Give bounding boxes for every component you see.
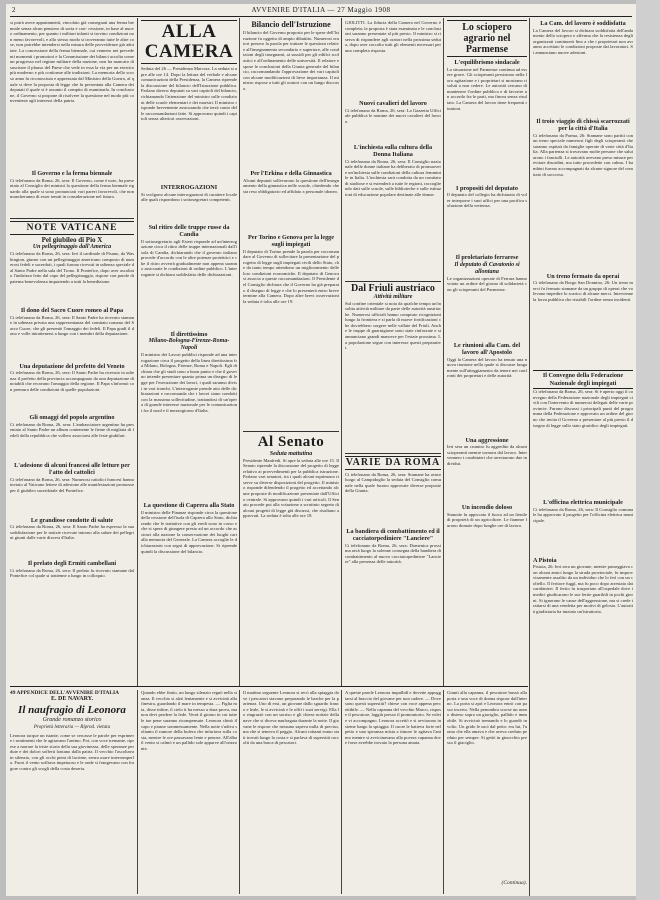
headline-treno-fermato: Un treno fermato da operai	[546, 272, 620, 280]
subhead-friuli: Attività militare	[373, 293, 413, 300]
headline-giubileo: Pel giubileo di Pio X	[41, 235, 103, 244]
headline-deputazione: Una deputazione del prefetto del Veneto	[19, 362, 125, 370]
column-rule	[341, 18, 342, 686]
top-rule	[10, 16, 632, 17]
feuilleton-column-1	[10, 690, 134, 894]
feuilleton-number: 49 APPENDICE DELL'AVVENIRE D'ITALIA	[10, 690, 119, 696]
headline-sciopero: Lo sciopero agrario nel Parmense	[447, 20, 527, 57]
article-text: Ci telefonano da Roma, 26, sera: Il Santo Padre ha ricevuto in udienza il prefetto della provincia accompagnato da una deputazione di notabili che recavano l'omaggio della regione. Il Papa s'informò con premura delle condizioni di quelle popolazioni.	[10, 370, 134, 392]
headline-governo: Il Governo e la ferma biennale	[31, 170, 113, 177]
article-text: Ci telefonano da Roma, 26, sera: Il prelato fu ricevuto stamane dal Pontefice col quale si trattenne a lungo in colloquio.	[10, 567, 134, 579]
column-2	[141, 20, 237, 684]
running-head-title: AVVENIRE D'ITALIA — 27 Maggio 1908	[251, 6, 391, 14]
article-text: La situazione nel Parmense continua ad essere grave. Gli scioperanti persistono nella loro agitazione e i proprietari si mostrano risoluti a non cedere. Le autorità cercano di mantenere l'ordine pubblico e di favorire un accordo fra le parti, ma finora senza risultato. La Camera del lavoro tiene frequenti riunioni.	[447, 66, 527, 111]
subhead-direttissima: Milano-Bologna-Firenze-Roma-Napoli	[148, 338, 230, 351]
article-text: GIOLITTI. La fiducia della Camera nel Governo è completa; la proposta è stata esaminata e le conclusioni saranno presentate al più presto. Il ministro si riserva di rispondere agli oratori nella prossima seduta, dopo aver raccolto tutti gli elementi necessari per una completa risposta.	[345, 20, 441, 53]
headline-alla-camera: ALLA CAMERA	[141, 20, 237, 64]
feuilleton-column-4	[345, 690, 441, 894]
article-text: Ci telefonano da Roma, 26, sera: La Gazzetta Ufficiale pubblica le nomine dei nuovi cavalieri del lavoro.	[345, 107, 441, 124]
headline-convegno: Il Convegno della Federazione Nazionale degli impiegati	[533, 370, 633, 389]
headline-varie-roma: VARIE DA ROMA	[345, 456, 441, 468]
column-rule	[341, 690, 342, 894]
article-text: Presidente Manfredi. Si apre la seduta alle ore 15. Il Senato riprende la discussione del progetto di legge relativo ai provvedimenti per la pubblica istruzione. Parlano vari senatori, tra i quali alcuni esprimono riserve su diverse disposizioni del progetto. Il ministro risponde difendendo il progetto ed accettando alcune proposte di modificazione presentate dall'Ufficio centrale. Si approvano quindi i vari articoli. Il Senato procede poi alla votazione a scrutinio segreto di alcuni progetti di legge già discussi, che risultano approvati. La seduta è tolta alle ore 18.	[243, 457, 339, 519]
feuilleton-credit: Proprietà letteraria — Riprod. vietata	[33, 724, 111, 730]
column-4	[345, 20, 441, 684]
headline-condotte: Le grandiose condotte di salute	[30, 516, 114, 524]
headline-bilancio: Bilancio dell'Istruzione	[251, 20, 331, 29]
article-text: Ieri sera un crumiro fu aggredito da alcuni scioperanti mentre tornava dal lavoro. Intervennero i carabinieri che arrestarono due individui.	[447, 444, 527, 466]
headline-bandiera: La bandiera di combattimento ed il cacciatorpediniere "Lanciere"	[346, 527, 440, 542]
article-text: si potrà avere appartamenti, vincolato già consegnati una ferma biennale senza alcun pensiero di sorta e con- cessione, in base al nuovo ordinamento, per quanto i militari infanti si trovino condizioni non meno favorevoli, e allo stesso modo si troveranno tutte le altre cose, non potrebbe intendersi nella misura delle provvidenze già adottate. La concessione della ferma biennale, cui vennero nei precedenti momenti i promotori e la Commissione dei bilanci accolta come un progresso nel regime militare della nazione, non ha mancato di suscitare il plauso del Paese che vede in essa la via per un esercito più moderno e più conforme alle tradizioni. La memoria dello scorso anno fu riconosciuta e apprezzata dal Ministro della Guerra, al quale si deve la proposta di legge che fu presentata alla Camera dei deputati il quale si è assunto il compito di esaminarla. In conclusione, il Governo si propone di risolvere la questione nel modo più conveniente agli interessi della patria.	[10, 20, 134, 104]
headline-pistoia: A Pistoia	[533, 556, 557, 564]
headline-friuli: Dal Friuli austriaco	[351, 282, 435, 294]
headline-riunioni: Le riunioni alla Cam. del lavoro all'Apostolo	[453, 341, 521, 356]
article-text: Sul confine orientale si nota da qualche tempo un'insolita attività militare da parte delle autorità austriache. Numerosi ufficiali hanno compiuto ricognizioni lungo la frontiera e si parla di nuove fortificazioni che dovrebbero sorgere nelle vallate del Friuli. Anche le truppe di guarnigione sono state rinforzate e si annunciano grandi manovre per l'estate prossima. La popolazione segue con interesse questi preparativi.	[345, 300, 441, 351]
article-text: Si svolgono alcune interrogazioni di carattere locale alle quali rispondono i sottosegretari competenti.	[141, 191, 237, 203]
article-text: Stanotte fu appiccato il fuoco ad un fienile di proprietà di un agricoltore. Le fiamme furono domate dopo lunghe ore di lavoro.	[447, 511, 527, 528]
article-text: Ci telefonano da Roma, 26, sera: Numerosi cattolici francesi hanno inviato al Vaticano lettere di adesione alle manifestazioni promosse per il giubileo sacerdotale del Pontefice.	[10, 476, 134, 493]
headline-treno-viaggio: Il troio viaggio di chissà scarrozzati per la città d'Italia	[536, 117, 630, 132]
article-text: Ci telefonano da Parma, 26: Stamane sono partiti con un treno speciale numerosi figli degli scioperanti che saranno ospitati da famiglie operaie di varie città d'Italia. Alla partenza si trovavano molte persone che salutarono i fanciulli. Le autorità avevano preso misure per evitare disordini, ma tutto procedette con calma. I bambini furono accompagnati da alcune signore del comitato di soccorso.	[533, 132, 633, 177]
headline-adesioni: L'adesione di alcuni francesi alle letture per l'atto del cattolici	[14, 461, 130, 476]
feuilleton-text: A queste parole Leonora impallidì e dovette appoggiarsi al braccio del giovane per non cadere. — Dove sono questi superstiti? chiese con voce appena percettibile. — Nella capanna del vecchio Marco, rispose il pescatore, laggiù presso il promontorio. Se volete vi accompagno. Leonora accettò e si avviarono insieme lungo la spiaggia. Il cuore le batteva forte nel petto e una speranza mista a timore le agitava l'animo mentre si avvicinavano alla povera capanna dove forse avrebbe trovato la persona amata.	[345, 690, 441, 746]
article-text: Ci telefonano da Roma, 26, sera: Il Santo Padre ha espresso la sua soddisfazione per le notizie ricevute intorno alla salute dei pellegrini giunti dalle varie diocesi d'Italia.	[10, 524, 134, 541]
feuilleton-title: Il naufragio di Leonora	[18, 703, 126, 716]
column-1	[10, 20, 134, 684]
column-rule	[529, 18, 530, 896]
subhead-proletariato: Il deputato di Cavatonio si allontana	[454, 261, 520, 275]
article-text: Ci telefonano da Borgo San Donnino, 26: Un treno merci fu fermato stamane da un gruppo di operai che volevano impedire lo scarico di alcune merci. Intervenne la forza pubblica che ristabilì l'ordine senza incidenti.	[533, 280, 633, 302]
column-rule	[239, 690, 240, 894]
headline-equilibrismo: L'equilibrismo sindacale	[454, 59, 520, 66]
article-text: Ci telefonano da Roma, 26, sera: Ieri il cardinale di Pisano, da Washington, giunse con un pellegrinaggio americano composto di numerosi fedeli e sacerdoti, i quali furono ricevuti in udienza speciale dal Santo Padre nella sala del Trono. Il Pontefice, dopo aver ascoltato l'indirizzo letto dal capo del pellegrinaggio, rispose con parole di paterna benevolenza impartendo a tutti la benedizione.	[10, 251, 134, 284]
column-5	[447, 20, 527, 684]
column-6	[533, 20, 633, 894]
article-text: Il ministro dei Lavori pubblici risponde ad una interrogazione circa il progetto della linea direttissima fra Milano, Bologna, Firenze, Roma e Napoli. Egli dichiara che gli studi sono a buon punto e che il governo intende presentare quanto prima un disegno di legge per l'esecuzione dei lavori, i quali saranno divisi in vari tronchi. L'interrogante prende atto delle dichiarazioni e raccomanda che i lavori siano condotti con la massima sollecitudine, trattandosi di un'opera di grande interesse nazionale per le comunicazioni fra il nord e il mezzogiorno d'Italia.	[141, 352, 237, 413]
subhead-senato: Seduta mattutina	[269, 450, 313, 457]
article-text: Seduta del 26 — Presidenza Marcora. La seduta si apre alle ore 14. Dopo la lettura del verbale e alcune comunicazioni della Presidenza, la Camera riprende la discussione del bilancio dell'Istruzione pubblica. Parlano diversi deputati su vari capitoli del bilancio, richiamando l'attenzione del ministro sulle condizioni delle scuole elementari e dei maestri. Il ministro risponde brevemente assicurando che terrà conto delle raccomandazioni fatte. Si approvano quindi i capitoli senza ulteriori osservazioni.	[141, 66, 237, 122]
column-rule	[239, 18, 240, 686]
headline-omaggi: Gli omaggi del popolo argentino	[29, 414, 115, 421]
headline-inchiesta: L'inchiesta sulla cultura della Donna Italiana	[353, 143, 433, 158]
article-text: Il bilancio del Governo proposto per le spese dell'Istruzione fu oggetto di ampio dibattito. Numerosi oratori presero la parola per trattare le questioni relative all'insegnamento secondario e superiore, alle condizioni degli insegnanti, ai sussidi per gli edifici scolastici e all'ordinamento delle università. Il relatore espose le conclusioni della Giunta generale del bilancio, raccomandando l'approvazione dei vari capitoli con alcune modificazioni di lieve importanza. Il ministro rispose a tutti gli oratori con un lungo discorso.	[243, 30, 339, 91]
headline-proletariato: Il proletariato ferrarese	[455, 254, 519, 261]
column-rule	[137, 18, 138, 686]
column-rule	[137, 690, 138, 894]
article-text: Le organizzazioni operaie di Ferrara hanno votato un ordine del giorno di solidarietà con gli scioperanti del Parmense.	[447, 275, 527, 292]
headline-dono: Il dono del Sacro Cuore romeo al Papa	[20, 307, 124, 314]
feuilleton-author: E. DE NAVARY.	[50, 696, 94, 702]
feuilleton-subtitle: Grande romanzo storico	[42, 716, 102, 723]
page-edge	[636, 0, 660, 900]
headline-torino-genova: Per Torino e Genova per la legge sugli impiegati	[247, 233, 335, 248]
article-text: Il deputato di Torino prende la parola per raccomandare al Governo di sollecitare la presentazione del progetto di legge sugli impiegati civili dello Stato, che da tanto tempo attendono un miglioramento delle loro condizioni economiche. Il deputato di Genova si associa a queste raccomandazioni. Il Presidente del Consiglio dichiara che il Governo ha già preparato il disegno di legge e che lo presenterà entro breve termine alla Camera. Dopo altre brevi osservazioni la seduta è tolta alle ore 19.	[243, 248, 339, 304]
feuilleton-text: Quando ebbe finito, un lungo silenzio regnò nella stanza. Il vecchio si alzò lentamente e si avvicinò alla finestra, guardando il mare in tempesta. — Figlia mia, disse infine, il cielo ti ha messo a dura prova, ma non devi perdere la fede. Verrà il giorno in cui tutte le tue pene saranno ricompensate. Leonora chinò il capo e pianse sommessamente. Nella notte s'udiva soltanto il rumore della bufera che infuriava sulla costa, mentre le ore passavano lente e penose. All'alba il vento si calmò e un pallido sole apparve all'orizzonte.	[141, 690, 237, 751]
feuilleton-continued: (Continua).	[501, 880, 527, 886]
headline-cam-lavoro: La Cam. del lavoro è soddisfatta	[540, 20, 626, 27]
headline-cavalieri: Nuovi cavalieri del lavoro	[359, 100, 427, 107]
headline-incendio: Un incendio doloso	[461, 504, 513, 511]
headline-erkina: Per l'Erkina e della Ginnastica	[250, 170, 332, 177]
headline-al-senato: Al Senato	[257, 433, 325, 450]
feuilleton-column-5	[447, 690, 527, 894]
article-text: Ci telefonano da Roma, 26, sera: Stamane ha avuto luogo al Campidoglio la seduta del Consiglio comunale nella quale furono approvate diverse proposte della Giunta.	[345, 471, 441, 494]
headline-propositi: I propositi del deputato	[456, 184, 518, 192]
headline-aggressione: Una aggressione	[465, 436, 509, 444]
column-rule	[443, 690, 444, 894]
feuilleton-column-2	[141, 690, 237, 894]
headline-direttissima: Il direttissimo	[170, 330, 208, 338]
subhead-giubileo: Un pellegrinaggio dall'America	[32, 244, 112, 250]
headline-note-vaticane: NOTE VATICANE	[10, 221, 134, 235]
article-text: La Camera del lavoro si dichiara soddisfatta dell'andamento dello sciopero e afferma che la resistenza degli organizzati continuerà fino a che i proprietari non avranno accettato le condizioni proposte dai lavoratori. Si annunciano nuove adesioni.	[533, 27, 633, 55]
feuilleton-rule	[10, 686, 528, 687]
headline-cardinale: Il prelato degli Ermiti cambellani	[27, 560, 117, 567]
page-number: 2	[12, 6, 16, 14]
feuilleton-text: Giunti alla capanna, il pescatore bussò alla porta e una voce di donna rispose dall'interno. La porta si aprì e Leonora entrò con passo incerto. Nella penombra scorse un uomo disteso sopra un giaciglio, pallido e immobile. Si avvicinò tremando e lo guardò in volto. Un grido le uscì dal petto: era lui, l'uomo che ella amava e che aveva creduto perduto per sempre. Si gettò in ginocchio presso il giaciglio.	[447, 690, 527, 746]
feuilleton-text: Il mattino seguente Leonora si recò alla spiaggia dove i pescatori stavano preparando le barche per la partenza. Uno di essi, un giovane dallo sguardo franco e leale, le si avvicinò e le offrì i suoi servigi. Ella lo ringraziò con un sorriso e gli chiese notizie della nave che si diceva naufragata durante la notte. Il giovane le rispose che nessuno sapeva nulla di preciso, ma che si temeva il peggio. Alcuni rottami erano stati trovati lungo la costa e si parlava di superstiti raccolti da una barca di pescatori.	[243, 690, 339, 746]
article-text: Ci telefonano da Roma, 26, sera: Si è aperto oggi il convegno della Federazione nazionale degli impiegati civili con l'intervento di numerosi delegati delle varie provincie. Furono discussi i principali punti del programma della Federazione e approvato un ordine del giorno che invita il Governo a presentare al più presto il disegno di legge sullo stato giuridico degli impiegati.	[533, 389, 633, 428]
headline-ritiro: Sul ritiro delle truppe russe da Candia	[148, 223, 230, 238]
headline-interrogazioni: INTERROGAZIONI	[160, 184, 218, 191]
article-text: Ci telefonano da Roma, 26, sera: Il Consiglio nazionale delle donne italiane ha deliberato di promuovere un'inchiesta sulle condizioni della cultura femminile in Italia. L'inchiesta sarà condotta da un comitato di studiose e si estenderà a tutte le regioni, raccogliendo dati sulle scuole, sulle biblioteche e sulle istituzioni di educazione popolare destinate alle donne.	[345, 158, 441, 198]
article-text: Il sottosegretario agli Esteri risponde ad un'interrogazione circa il ritiro delle truppe internazionali dall'isola di Candia, dichiarando che il governo italiano procede d'accordo con le altre potenze protettrici e che il ritiro avverrà gradualmente non appena saranno assicurate le condizioni di ordine pubblico. L'interrogante si dichiara soddisfatto delle dichiarazioni.	[141, 238, 237, 278]
article-text: Ci telefonano da Roma, 26, sera: Il Consiglio comunale ha approvato il progetto per l'officina elettrica municipale.	[533, 506, 633, 523]
column-3	[243, 20, 339, 684]
article-text: Oggi la Camera del lavoro ha tenuto una nuova riunione nella quale si discusse lungamente sull'atteggiamento da tenere nei confronti dei proprietari e delle autorità.	[447, 356, 527, 379]
article-text: Pistoia, 26: Ieri sera un giovane, mentre passeggiava con alcuni amici lungo la strada provinciale, fu improvvisamente assalito da un individuo che lo ferì con un coltello. Il feritore fuggì, ma fu poco dopo arrestato dai carabinieri. Il ferito fu trasportato all'ospedale dove i medici giudicarono le sue ferite guaribili in pochi giorni. Si ignorano le cause dell'aggressione, ma si crede trattarsi di una vendetta per motivi di gelosia. L'autorità giudiziaria ha iniziato un'istruttoria.	[533, 564, 633, 614]
feuilleton-text: Leonora tacque un istante, come se cercasse le parole per esprimere i sentimenti che le agitavano l'animo. Poi, con voce tremante, riprese a narrare la triste storia della sua giovinezza, delle speranze perdute e dei dolori sofferti lontano dalla patria. Il vecchio l'ascoltava in silenzio, con gli occhi pieni di lacrime, senza osare interromperla. Fuori il vento soffiava impetuoso e le onde si frangevano con fragore contro gli scogli della costa deserta.	[10, 732, 134, 772]
newspaper-page	[6, 4, 636, 896]
article-text: Il deputato del collegio ha dichiarato di voler interporre i suoi uffici per una pacifica soluzione della vertenza.	[447, 192, 527, 209]
article-text: Il ministro delle Finanze risponde circa la questione della cessione dell'isola di Caprera allo Stato, dichiarando che le trattative con gli eredi sono in corso e che si spera di giungere presto ad un accordo che assicuri alla nazione la conservazione dei luoghi cari alla memoria del Generale. La Camera accoglie le dichiarazioni con segni di approvazione. Si riprende quindi la discussione del bilancio.	[141, 509, 237, 554]
headline-officina: L'officina elettrica municipale	[543, 499, 623, 506]
article-text: Ci telefonano da Roma, 26, sera: Domenica prossima avrà luogo la solenne consegna della bandiera di combattimento al nuovo cacciatorpediniere "Lanciere" alla presenza delle autorità.	[345, 542, 441, 565]
article-text: Ci telefonano da Roma, 26, sera: Il Governo, come è noto, ha presentato al Consiglio dei ministri la questione della ferma biennale riguardo alla quale si sono pronunciati vari pareri favorevoli, che non mancheranno di esser tenuti in considerazione nel futuro.	[10, 177, 134, 200]
article-text: Alcuni deputati sollevarono la questione dell'insegnamento della ginnastica nelle scuole, chiedendo che sia reso obbligatorio ed affidato a personale idoneo.	[243, 177, 339, 194]
feuilleton-column-3	[243, 690, 339, 894]
running-head	[6, 6, 636, 16]
headline-caprera: La questione di Caprera alla Stato	[143, 502, 235, 509]
article-text: Ci telefonano da Roma, 26, sera: L'ambasciatore argentino ha presentato al Santo Padre un album contenente le firme di migliaia di fedeli della repubblica che vollero associarsi alle feste giubilari.	[10, 421, 134, 438]
column-rule	[443, 18, 444, 686]
article-text: Ci telefonano da Roma, 26, sera: Il Santo Padre ha ricevuto stamane in udienza privata una rappresentanza del comitato romano del Sacro Cuore, che gli presentò l'omaggio dei fedeli. Il Papa gradì il dono e volle intrattenersi a lungo con i membri della deputazione.	[10, 314, 134, 337]
